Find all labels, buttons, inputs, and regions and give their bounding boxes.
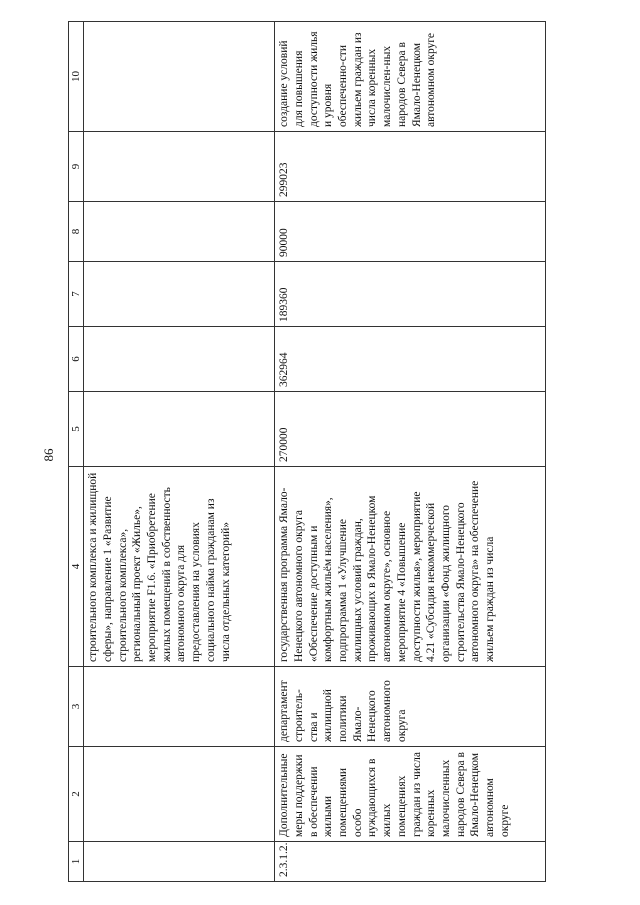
cell-empty bbox=[84, 667, 275, 747]
header-col-5: 5 bbox=[69, 392, 84, 467]
cell-measure-name: Дополнительные меры поддержки в обеспечении жилыми помещениями особо нуждающихся в жилых помещениях граждан из числа коренных малочисленных народов Севера в Ямало-Ненецком автономном округе bbox=[275, 747, 546, 842]
header-col-2: 2 bbox=[69, 747, 84, 842]
table-row-continuation bbox=[84, 22, 275, 882]
header-col-3: 3 bbox=[69, 667, 84, 747]
cell-empty bbox=[84, 842, 275, 882]
cell-responsible: департамент строитель-ства и жилищной политики Ямало-Ненецкого автономного округа bbox=[275, 667, 546, 747]
cell-value-8: 90000 bbox=[275, 202, 546, 262]
cell-empty bbox=[84, 747, 275, 842]
cell-empty bbox=[84, 392, 275, 467]
header-row bbox=[69, 22, 84, 882]
header-col-1: 1 bbox=[69, 842, 84, 882]
header-col-4: 4 bbox=[69, 467, 84, 667]
cell-empty bbox=[84, 202, 275, 262]
cell-value-7: 189360 bbox=[275, 262, 546, 327]
header-col-8: 8 bbox=[69, 202, 84, 262]
cell-value-6: 362964 bbox=[275, 327, 546, 392]
cell-value-9: 299023 bbox=[275, 132, 546, 202]
header-col-10: 10 bbox=[69, 22, 84, 132]
table-wrapper bbox=[68, 22, 604, 882]
cell-empty bbox=[84, 132, 275, 202]
cell-program-continuation: строительного комплекса и жилищной сферы», направление 1 «Развитие строительного комплекса», региональный проект «Жилье», мероприятие F1.6. «Приобретение жилых помещений в собственность автономного округа для предоставления на условиях социального найма гражданам из числа отдельных категорий» bbox=[84, 467, 275, 667]
rotated-table-area bbox=[68, 22, 604, 882]
measures-table bbox=[68, 21, 546, 882]
cell-value-5: 270000 bbox=[275, 392, 546, 467]
cell-empty bbox=[84, 262, 275, 327]
header-col-7: 7 bbox=[69, 262, 84, 327]
header-col-6: 6 bbox=[69, 327, 84, 392]
page-number: 86 bbox=[41, 448, 56, 462]
cell-empty bbox=[84, 327, 275, 392]
cell-program: государственная программа Ямало-Ненецкого автономного округа «Обеспечение доступным и комфортным жильём населения», подпрограмма 1 «Улучшение жилищных условий граждан, проживающих в Ямало-Ненецком автономном округе», основное мероприятие 4 «Повышение доступности жилья», мероприятие 4.21 «Субсидия некоммерческой организации «Фонд жилищного строительства Ямало-Ненецкого автономного округа» на обеспечение жильем граждан из числа bbox=[275, 467, 546, 667]
cell-empty bbox=[84, 22, 275, 132]
cell-item-number: 2.3.1.2. bbox=[275, 842, 546, 882]
cell-expected-result: создание условий для повышения доступности жилья и уровня обеспеченно-сти жильем граждан из числа коренных малочислен-ных народов Севера в Ямало-Ненецком автономном округе bbox=[275, 22, 546, 132]
table-row-2-3-1-2 bbox=[275, 22, 546, 882]
header-col-9: 9 bbox=[69, 132, 84, 202]
